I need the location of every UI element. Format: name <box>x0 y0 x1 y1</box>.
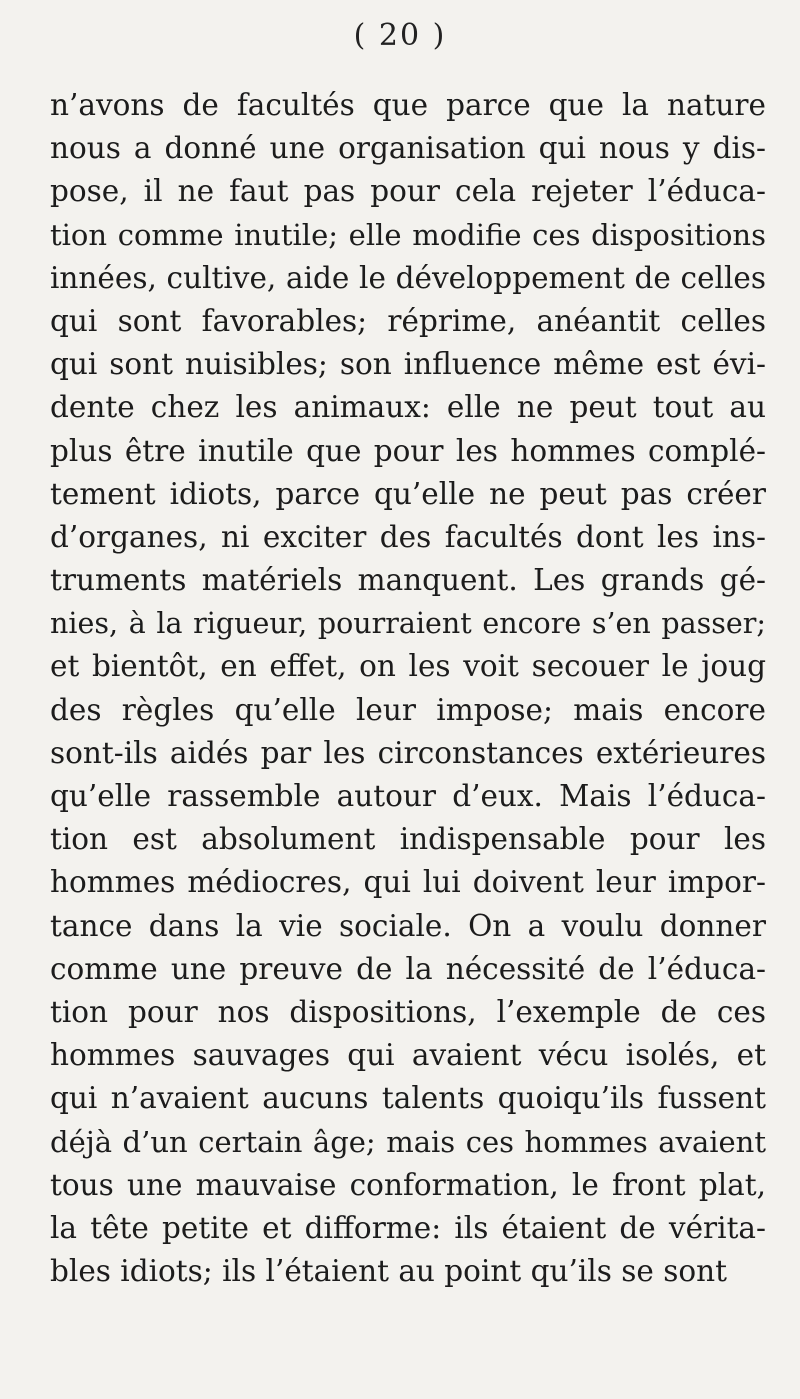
text-line: qui n’avaient aucuns talents quoiqu’ils fussent <box>50 1081 766 1116</box>
text-line: hommes sauvages qui avaient vécu isolés, et <box>50 1038 766 1073</box>
body-text <box>50 84 766 1293</box>
text-line: comme une preuve de la nécessité de l’éduca- <box>50 951 766 986</box>
text-line: la tête petite et difforme: ils étaient de vérita- <box>50 1210 766 1245</box>
text-line: tance dans la vie sociale. On a voulu donner <box>50 908 766 943</box>
text-line: et bientôt, en effet, on les voit secouer le joug <box>50 649 766 684</box>
text-line: nies, à la rigueur, pourraient encore s’en passer; <box>50 607 766 641</box>
text-line: innées, cultive, aide le développement de celles <box>50 260 766 295</box>
text-line: dente chez les animaux: elle ne peut tout au <box>50 390 766 425</box>
text-line: pose, il ne faut pas pour cela rejeter l’éduca- <box>50 174 766 209</box>
text-line: qui sont favorables; réprime, anéantit celles <box>50 303 766 338</box>
text-line: bles idiots; ils l’étaient au point qu’ils se sont <box>50 1254 727 1289</box>
text-line: plus être inutile que pour les hommes complé- <box>50 433 766 468</box>
text-line: truments matériels manquent. Les grands gé- <box>50 563 766 598</box>
text-line: qu’elle rassemble autour d’eux. Mais l’éduca- <box>50 779 766 813</box>
text-line: tous une mauvaise conformation, le front plat, <box>50 1167 766 1202</box>
text-line: hommes médiocres, qui lui doivent leur impor- <box>50 865 766 900</box>
text-line: tement idiots, parce qu’elle ne peut pas créer <box>50 476 766 511</box>
text-line: qui sont nuisibles; son influence même est évi- <box>50 347 766 382</box>
text-line: des règles qu’elle leur impose; mais encore <box>50 692 766 727</box>
text-line: d’organes, ni exciter des facultés dont les ins- <box>50 519 766 554</box>
text-line: tion pour nos dispositions, l’exemple de ces <box>50 994 766 1029</box>
text-line: tion est absolument indispensable pour les <box>50 822 766 857</box>
text-line: n’avons de facultés que parce que la nature <box>50 88 766 122</box>
text-line: déjà d’un certain âge; mais ces hommes avaient <box>50 1124 766 1159</box>
text-line: tion comme inutile; elle modifie ces dispositions <box>50 217 766 252</box>
page-number: ( 20 ) <box>353 18 447 53</box>
text-line: nous a donné une organisation qui nous y dis- <box>50 131 766 166</box>
text-line: sont-ils aidés par les circonstances extérieures <box>50 735 766 770</box>
